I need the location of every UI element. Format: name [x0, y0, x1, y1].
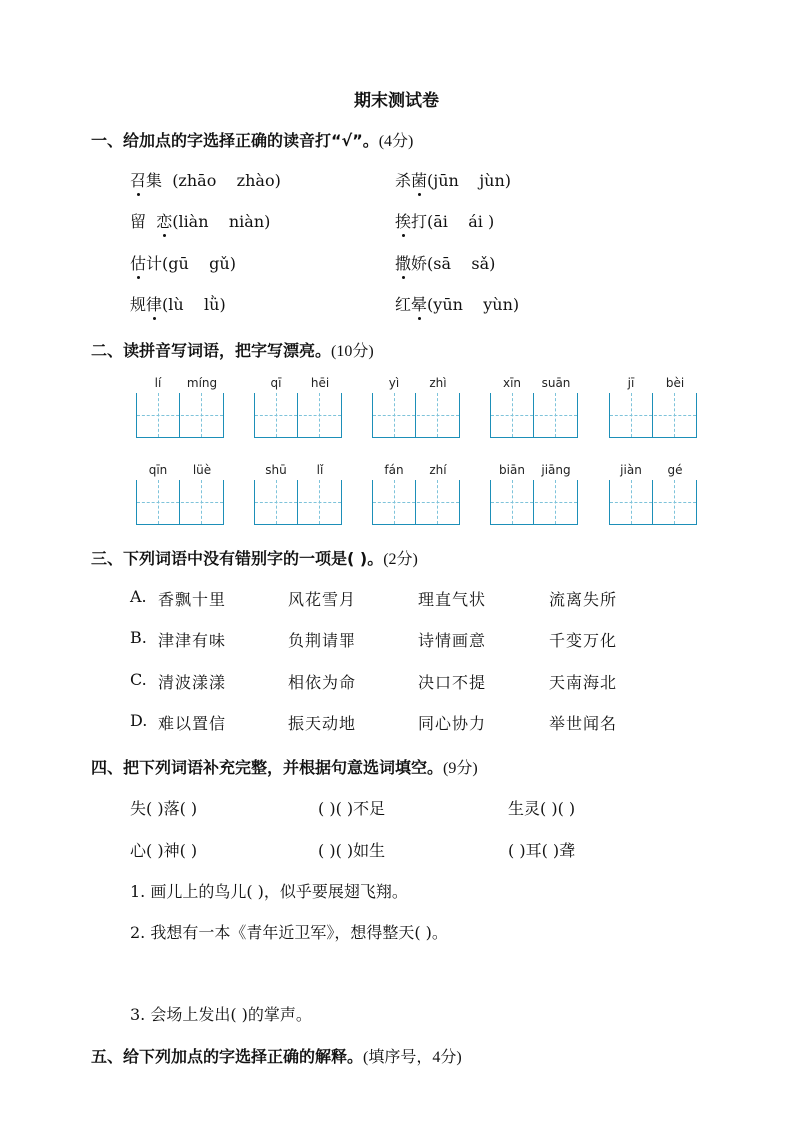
- section-3-points: (2分): [383, 551, 418, 568]
- pinyin-label: yì: [388, 376, 400, 390]
- dotted-character: 撒: [395, 251, 411, 274]
- fill-word-5: ( )( )如生: [318, 841, 386, 860]
- pronunciation-item: [130, 292, 226, 315]
- option-word: 香飘十里: [158, 590, 227, 609]
- option-word: 难以置信: [158, 714, 227, 733]
- option-word: 津津有味: [158, 631, 227, 650]
- option-label[interactable]: A.: [130, 587, 147, 606]
- pronunciation-item: [130, 251, 236, 274]
- option-label[interactable]: C.: [130, 670, 147, 689]
- option-word: 同心协力: [418, 714, 487, 733]
- item-suffix: (liàn niàn): [172, 212, 271, 231]
- option-word: 相依为命: [288, 673, 357, 692]
- section-2-points: (10分): [331, 343, 374, 360]
- dotted-character: 律: [146, 292, 162, 315]
- fill-word-1: 失( )落( ): [130, 799, 198, 818]
- item-prefix: 杀: [395, 171, 412, 190]
- fill-word-2: ( )( )不足: [318, 799, 386, 818]
- page-title: 期末测试卷: [354, 91, 439, 111]
- pinyin-label: qīn: [148, 463, 168, 477]
- section-1-heading-text: 一、给加点的字选择正确的读音打“√”。: [91, 131, 379, 150]
- pronunciation-item: [130, 168, 281, 191]
- sentence-1: 1. 画儿上的鸟儿( )，似乎要展翅飞翔。: [130, 882, 408, 901]
- dotted-character: 恋: [156, 209, 172, 232]
- pinyin-label: xīn: [502, 376, 522, 390]
- pronunciation-item: [395, 292, 519, 315]
- pinyin-label: zhí: [429, 463, 447, 477]
- writing-box[interactable]: [136, 480, 224, 525]
- writing-box[interactable]: [136, 393, 224, 438]
- section-4-points: (9分): [443, 760, 478, 777]
- sentence-2: 2. 我想有一本《青年近卫军》，想得整天( )。: [130, 923, 448, 942]
- fill-word-4: 心( )神( ): [130, 841, 198, 860]
- pinyin-label: lǐ: [316, 463, 324, 477]
- option-word: 千变万化: [549, 631, 618, 650]
- dotted-character: 估: [130, 251, 146, 274]
- item-prefix: 红: [395, 295, 412, 314]
- pinyin-label: lí: [154, 376, 162, 390]
- pinyin-label: biān: [499, 463, 525, 477]
- option-word: 举世闻名: [549, 714, 618, 733]
- pinyin-label: jiàn: [620, 463, 642, 477]
- item-suffix: (yūn yùn): [427, 295, 520, 314]
- option-word: 理直气状: [418, 590, 487, 609]
- fill-word-3: 生灵( )( ): [508, 799, 576, 818]
- item-suffix: 娇(sā sǎ): [411, 254, 496, 273]
- writing-box[interactable]: [609, 480, 697, 525]
- pinyin-label: fán: [384, 463, 404, 477]
- option-word: 振天动地: [288, 714, 357, 733]
- writing-box[interactable]: [254, 480, 342, 525]
- sentence-3: 3. 会场上发出( )的掌声。: [130, 1005, 312, 1024]
- pronunciation-item: [130, 209, 270, 232]
- pronunciation-item: [395, 168, 511, 191]
- dotted-character: 菌: [411, 168, 427, 191]
- pinyin-label: qī: [270, 376, 282, 390]
- pinyin-label: suān: [541, 376, 571, 390]
- dotted-character: 召: [130, 168, 146, 191]
- section-1-points: (4分): [378, 133, 414, 150]
- option-word: 流离失所: [549, 590, 618, 609]
- section-5-heading: [91, 1044, 462, 1067]
- option-word: 决口不提: [418, 673, 487, 692]
- pinyin-label: míng: [186, 376, 218, 390]
- pinyin-label: hēi: [310, 376, 330, 390]
- option-label[interactable]: D.: [130, 711, 148, 730]
- section-3-heading-text: 三、下列词语中没有错别字的一项是( )。: [91, 549, 384, 568]
- pronunciation-item: [395, 209, 494, 232]
- fill-word-6: ( )耳( )聋: [508, 841, 576, 860]
- pronunciation-item: [395, 251, 495, 274]
- option-word: 天南海北: [549, 673, 618, 692]
- section-2-heading: [91, 338, 374, 361]
- section-1-heading: [91, 128, 413, 151]
- section-4-heading-text: 四、把下列词语补充完整，并根据句意选词填空。: [91, 758, 444, 777]
- item-prefix: 留: [130, 212, 157, 231]
- section-5-heading-text: 五、给下列加点的字选择正确的解释。: [91, 1047, 364, 1066]
- item-suffix: 计(gū gǔ): [146, 254, 236, 273]
- option-word: 诗情画意: [418, 631, 487, 650]
- item-suffix: 打(āi ái ): [411, 212, 495, 231]
- item-suffix: (jūn jùn): [427, 171, 511, 190]
- section-5-points: (填序号，4分): [363, 1049, 462, 1066]
- writing-box[interactable]: [372, 480, 460, 525]
- pinyin-label: lüè: [192, 463, 212, 477]
- pinyin-label: zhì: [429, 376, 447, 390]
- pinyin-label: shū: [265, 463, 287, 477]
- section-2-heading-text: 二、读拼音写词语，把字写漂亮。: [91, 341, 332, 360]
- writing-box[interactable]: [490, 393, 578, 438]
- pinyin-label: jī: [627, 376, 635, 390]
- pinyin-label: gé: [667, 463, 683, 477]
- pinyin-label: jiāng: [541, 463, 571, 477]
- writing-box[interactable]: [372, 393, 460, 438]
- writing-box[interactable]: [254, 393, 342, 438]
- writing-box[interactable]: [490, 480, 578, 525]
- dotted-character: 晕: [411, 292, 427, 315]
- pinyin-label: bèi: [665, 376, 685, 390]
- option-label[interactable]: B.: [130, 628, 147, 647]
- item-prefix: 规: [130, 295, 147, 314]
- item-suffix: 集 (zhāo zhào): [146, 171, 281, 190]
- writing-box[interactable]: [609, 393, 697, 438]
- dotted-character: 挨: [395, 209, 411, 232]
- option-word: 风花雪月: [288, 590, 357, 609]
- option-word: 清波漾漾: [158, 673, 227, 692]
- item-suffix: (lù lǜ): [162, 295, 226, 314]
- section-3-heading: [91, 546, 418, 569]
- section-4-heading: [91, 755, 478, 778]
- option-word: 负荆请罪: [288, 631, 357, 650]
